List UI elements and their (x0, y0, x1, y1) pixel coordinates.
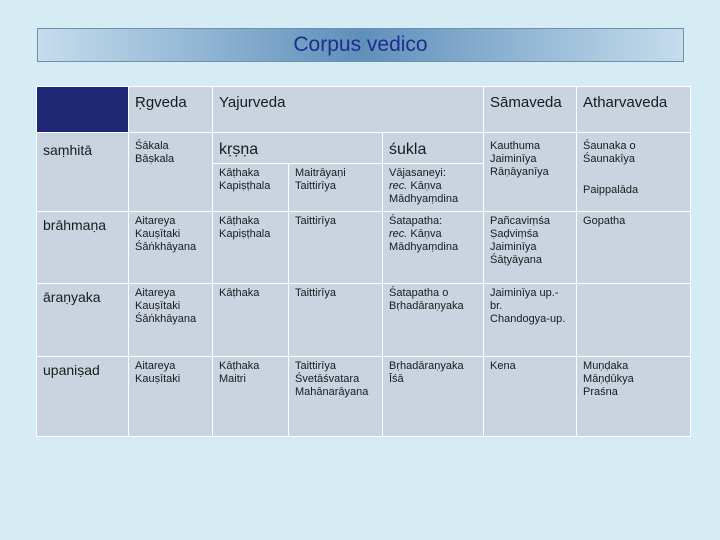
cell-upanisad-sukla (383, 357, 484, 437)
cell-aranyaka-krsna-b (289, 284, 383, 357)
cell-line: Kauṣītaki (135, 373, 181, 385)
cell-line: br. (490, 300, 503, 312)
cell-line: Kāṇva (407, 180, 442, 192)
cell-aranyaka-rgveda (129, 284, 213, 357)
header-rgveda: Ṛgveda (129, 87, 213, 133)
cell-brahmana-rgveda (129, 212, 213, 284)
cell-line: Bṛhadāraṇyaka (389, 360, 464, 372)
cell-line: Jaiminīya (490, 153, 537, 165)
cell-samhita-krsna-a (213, 164, 289, 212)
cell-line: Pañcaviṃśa (490, 215, 550, 227)
cell-line: Taittirīya (295, 180, 336, 192)
cell-line: Ṣaḍviṃśa (490, 228, 539, 240)
cell-line: Kauthuma (490, 140, 541, 152)
cell-line: Bṛhadāraṇyaka (389, 300, 464, 312)
cell-line: Śatapatha: (389, 215, 443, 227)
row-label-brahmana: brāhmaṇa (37, 212, 129, 284)
cell-samhita-atharvaveda (577, 133, 691, 212)
cell-line: Śākala (135, 140, 169, 152)
cell-line: Śvetāśvatara (295, 373, 360, 385)
cell-line: Rāṇāyanīya (490, 166, 549, 178)
cell-upanisad-samaveda (484, 357, 577, 437)
cell-upanisad-krsna-a (213, 357, 289, 437)
cell-line: Taittirīya (295, 287, 336, 299)
cell-line: Muṇḍaka (583, 360, 629, 372)
slide-title: Corpus vedico (293, 33, 428, 56)
header-row (37, 87, 691, 133)
cell-line: Praśna (583, 386, 618, 398)
cell-aranyaka-krsna-a (213, 284, 289, 357)
cell-line: Jaiminīya up.- (490, 287, 559, 299)
slide-title-bar (37, 28, 684, 62)
cell-brahmana-krsna-b (289, 212, 383, 284)
cell-line: Mahānarāyana (295, 386, 369, 398)
cell-line: Śāṭyāyana (490, 254, 543, 266)
cell-line: Śaunakīya (583, 153, 636, 165)
cell-line: Chandogya-up. (490, 313, 566, 325)
cell-line: Kāṭhaka (219, 287, 260, 299)
cell-line: Aitareya (135, 287, 176, 299)
rec-abbr: rec. (389, 180, 408, 192)
cell-line: Jaiminīya (490, 241, 537, 253)
cell-samhita-sukla (383, 164, 484, 212)
cell-upanisad-atharvaveda (577, 357, 691, 437)
cell-line: Kāṭhaka (219, 215, 260, 227)
header-samaveda: Sāmaveda (484, 87, 577, 133)
cell-line: Śāṅkhāyana (135, 241, 197, 253)
cell-line: Śaunaka o (583, 140, 636, 152)
cell-upanisad-krsna-b (289, 357, 383, 437)
cell-samhita-rgveda (129, 133, 213, 212)
cell-line: Bāṣkala (135, 153, 175, 165)
cell-upanisad-rgveda (129, 357, 213, 437)
corner-cell (37, 87, 129, 133)
cell-brahmana-sukla (383, 212, 484, 284)
table-row-samhita (37, 133, 691, 164)
cell-brahmana-samaveda (484, 212, 577, 284)
row-label-samhita: saṃhitā (37, 133, 129, 212)
cell-line: Kauṣītaki (135, 228, 181, 240)
cell-line: Śatapatha o (389, 287, 449, 299)
header-yajurveda: Yajurveda (213, 87, 484, 133)
rec-abbr: rec. (389, 228, 408, 240)
corpus-table (36, 86, 691, 437)
table-row-aranyaka (37, 284, 691, 357)
cell-line: Aitareya (135, 360, 176, 372)
cell-line: Īśā (389, 373, 404, 385)
table-row-upanisad (37, 357, 691, 437)
cell-line: Taittirīya (295, 215, 336, 227)
cell-brahmana-atharvaveda (577, 212, 691, 284)
cell-line: Maitri (219, 373, 246, 385)
row-label-aranyaka: āraṇyaka (37, 284, 129, 357)
cell-aranyaka-samaveda (484, 284, 577, 357)
table-row-brahmana (37, 212, 691, 284)
row-label-upanisad: upaniṣad (37, 357, 129, 437)
cell-line: Taittirīya (295, 360, 336, 372)
cell-line: Mādhyaṃdina (389, 241, 459, 253)
cell-line: Kāṭhaka (219, 360, 260, 372)
subheader-krsna: kṛṣṇa (213, 133, 383, 164)
cell-line: Aitareya (135, 215, 176, 227)
cell-line: Gopatha (583, 215, 626, 227)
cell-line: Maitrāyaṇi (295, 167, 346, 179)
cell-line: Kapiṣṭhala (219, 228, 271, 240)
cell-brahmana-krsna-a (213, 212, 289, 284)
header-atharvaveda: Atharvaveda (577, 87, 691, 133)
cell-line: Paippalāda (583, 184, 639, 196)
cell-samhita-samaveda (484, 133, 577, 212)
cell-line: Kapiṣṭhala (219, 180, 271, 192)
cell-line: Vājasaneyi: (389, 167, 446, 179)
cell-line: Śāṅkhāyana (135, 313, 197, 325)
cell-aranyaka-sukla (383, 284, 484, 357)
cell-line: Kāṇva (407, 228, 442, 240)
cell-line: Kena (490, 360, 516, 372)
cell-line: Kāṭhaka (219, 167, 260, 179)
cell-line: Māṇḍūkya (583, 373, 634, 385)
cell-samhita-krsna-b (289, 164, 383, 212)
cell-line: Kauṣītaki (135, 300, 181, 312)
subheader-sukla: śukla (383, 133, 484, 164)
cell-aranyaka-atharvaveda (577, 284, 691, 357)
cell-line: Mādhyaṃdina (389, 193, 459, 205)
